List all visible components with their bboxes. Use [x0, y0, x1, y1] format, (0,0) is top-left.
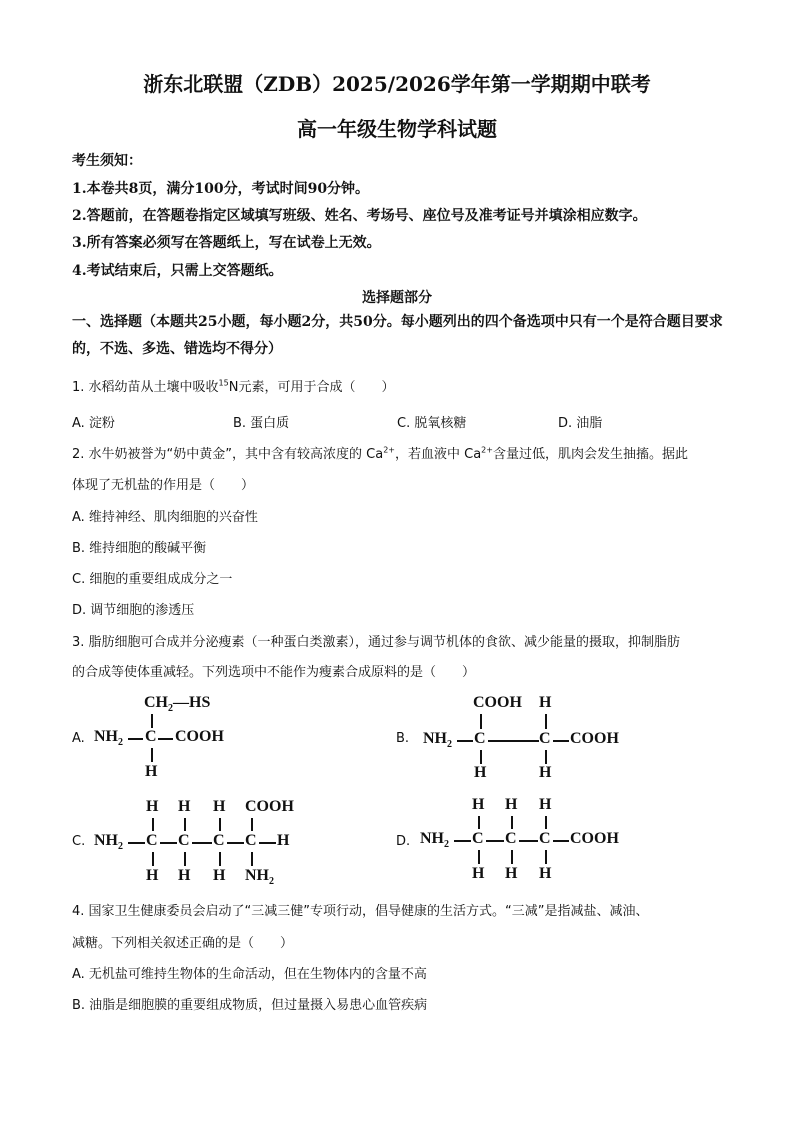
- notice-item-4: 4.考试结束后，只需上交答题纸。: [72, 263, 283, 279]
- structure-b-h2: H: [539, 764, 552, 781]
- structure-c-h-top2: H: [178, 798, 191, 815]
- section-intro: 一、选择题（本题共25小题，每小题2分，共50分。每小题列出的四个备选项中只有一个是符合题目要求的，不选、多选、错选均不得分）: [72, 314, 723, 357]
- structure-c-cooh-top: COOH: [245, 798, 294, 815]
- notice-item-3: 3.所有答案必须写在答题纸上，写在试卷上无效。: [72, 235, 381, 251]
- structure-c-label: C.: [72, 834, 86, 849]
- structure-d-c1: C: [472, 830, 484, 847]
- structure-d-h-bot2: H: [505, 865, 518, 882]
- question-1-stem: 1. 水稻幼苗从土壤中吸收$^{15}$N元素，可用于合成（ ）: [72, 378, 395, 395]
- structure-c-c4: C: [245, 832, 257, 849]
- question-1-option-d: D. 油脂: [558, 416, 603, 431]
- structure-d-h-bot3: H: [539, 865, 552, 882]
- structure-c-h-bot2: H: [178, 867, 191, 884]
- structure-a-ch2hs: $CH_2—HS$: [144, 694, 211, 715]
- structure-a-label: A.: [72, 731, 85, 746]
- structure-b-c2: C: [539, 730, 551, 747]
- question-2-option-d: D. 调节细胞的渗透压: [72, 603, 195, 618]
- structure-b-cooh-top: COOH: [473, 694, 522, 711]
- structure-c-c2: C: [178, 832, 190, 849]
- structure-c-nh2: $NH_2$: [94, 832, 123, 853]
- structure-d-h-top2: H: [505, 796, 518, 813]
- structure-d-cooh: COOH: [570, 830, 619, 847]
- structure-d-h-top1: H: [472, 796, 485, 813]
- question-1-option-b: B. 蛋白质: [233, 416, 290, 431]
- notice-heading: 考生须知：: [72, 153, 142, 169]
- notice-item-1: 1.本卷共8页，满分100分，考试时间90分钟。: [72, 181, 370, 197]
- question-4-stem-line1: 4. 国家卫生健康委员会启动了“三减三健”专项行动，倡导健康的生活方式。“三减”是指减盐、减油、: [72, 904, 649, 919]
- structure-b-label: B.: [396, 731, 410, 746]
- question-4-option-a: A. 无机盐可维持生物体的生命活动，但在生物体内的含量不高: [72, 967, 427, 982]
- structure-d-h-top3: H: [539, 796, 552, 813]
- structure-a-c: C: [145, 728, 157, 745]
- structure-a-cooh: COOH: [175, 728, 224, 745]
- structure-b-nh2: $NH_2$: [423, 730, 452, 751]
- structure-c-c3: C: [213, 832, 225, 849]
- structure-c-c1: C: [146, 832, 158, 849]
- question-1-option-a: A. 淀粉: [72, 416, 115, 431]
- structure-b-h1: H: [474, 764, 487, 781]
- question-4-stem-line2: 减糖。下列相关叙述正确的是（ ）: [72, 936, 294, 951]
- question-1-option-c: C. 脱氧核糖: [397, 416, 467, 431]
- structure-d-label: D.: [396, 834, 411, 849]
- structure-c-h-top3: H: [213, 798, 226, 815]
- structure-c-h-bot3: H: [213, 867, 226, 884]
- section-heading: 选择题部分: [362, 290, 432, 306]
- structure-c-h-bot1: H: [146, 867, 159, 884]
- notice-item-2: 2.答题前，在答题卷指定区域填写班级、姓名、考场号、座位号及准考证号并填涂相应数字。: [72, 208, 647, 224]
- question-4-option-b: B. 油脂是细胞膜的重要组成物质，但过量摄入易患心血管疾病: [72, 998, 428, 1013]
- structure-b-h-top: H: [539, 694, 552, 711]
- structure-d-nh2: $NH_2$: [420, 830, 449, 851]
- question-2-option-b: B. 维持细胞的酸碱平衡: [72, 541, 207, 556]
- structure-b-cooh: COOH: [570, 730, 619, 747]
- exam-title: 浙东北联盟（ZDB）2025/2026学年第一学期期中联考: [143, 72, 651, 96]
- question-2-stem-line1: 2. 水牛奶被誉为“奶中黄金”，其中含有较高浓度的 $Ca^{2+}$，若血液中 $Ca^{2+}$含量过低，肌肉会发生抽搐。据此: [72, 445, 688, 462]
- structure-d-c3: C: [539, 830, 551, 847]
- question-2-option-c: C. 细胞的重要组成成分之一: [72, 572, 233, 587]
- structure-d-c2: C: [505, 830, 517, 847]
- structure-c-nh2-bottom: $NH_2$: [245, 867, 274, 888]
- structure-b-c1: C: [474, 730, 486, 747]
- structure-d-h-bot1: H: [472, 865, 485, 882]
- structure-c-h-top1: H: [146, 798, 159, 815]
- exam-subtitle: 高一年级生物学科试题: [297, 117, 497, 141]
- question-3-stem-line1: 3. 脂肪细胞可合成并分泌瘦素（一种蛋白类激素），通过参与调节机体的食欲、减少能量的摄取，抑制脂肪: [72, 635, 681, 650]
- question-3-stem-line2: 的合成等使体重减轻。下列选项中不能作为瘦素合成原料的是（ ）: [72, 665, 476, 680]
- structure-c-h-right: H: [277, 832, 290, 849]
- structure-a-h: H: [145, 763, 158, 780]
- structure-a-nh2: $NH_2$: [94, 728, 123, 749]
- question-2-stem-line2: 体现了无机盐的作用是（ ）: [72, 478, 255, 493]
- question-2-option-a: A. 维持神经、肌肉细胞的兴奋性: [72, 510, 258, 525]
